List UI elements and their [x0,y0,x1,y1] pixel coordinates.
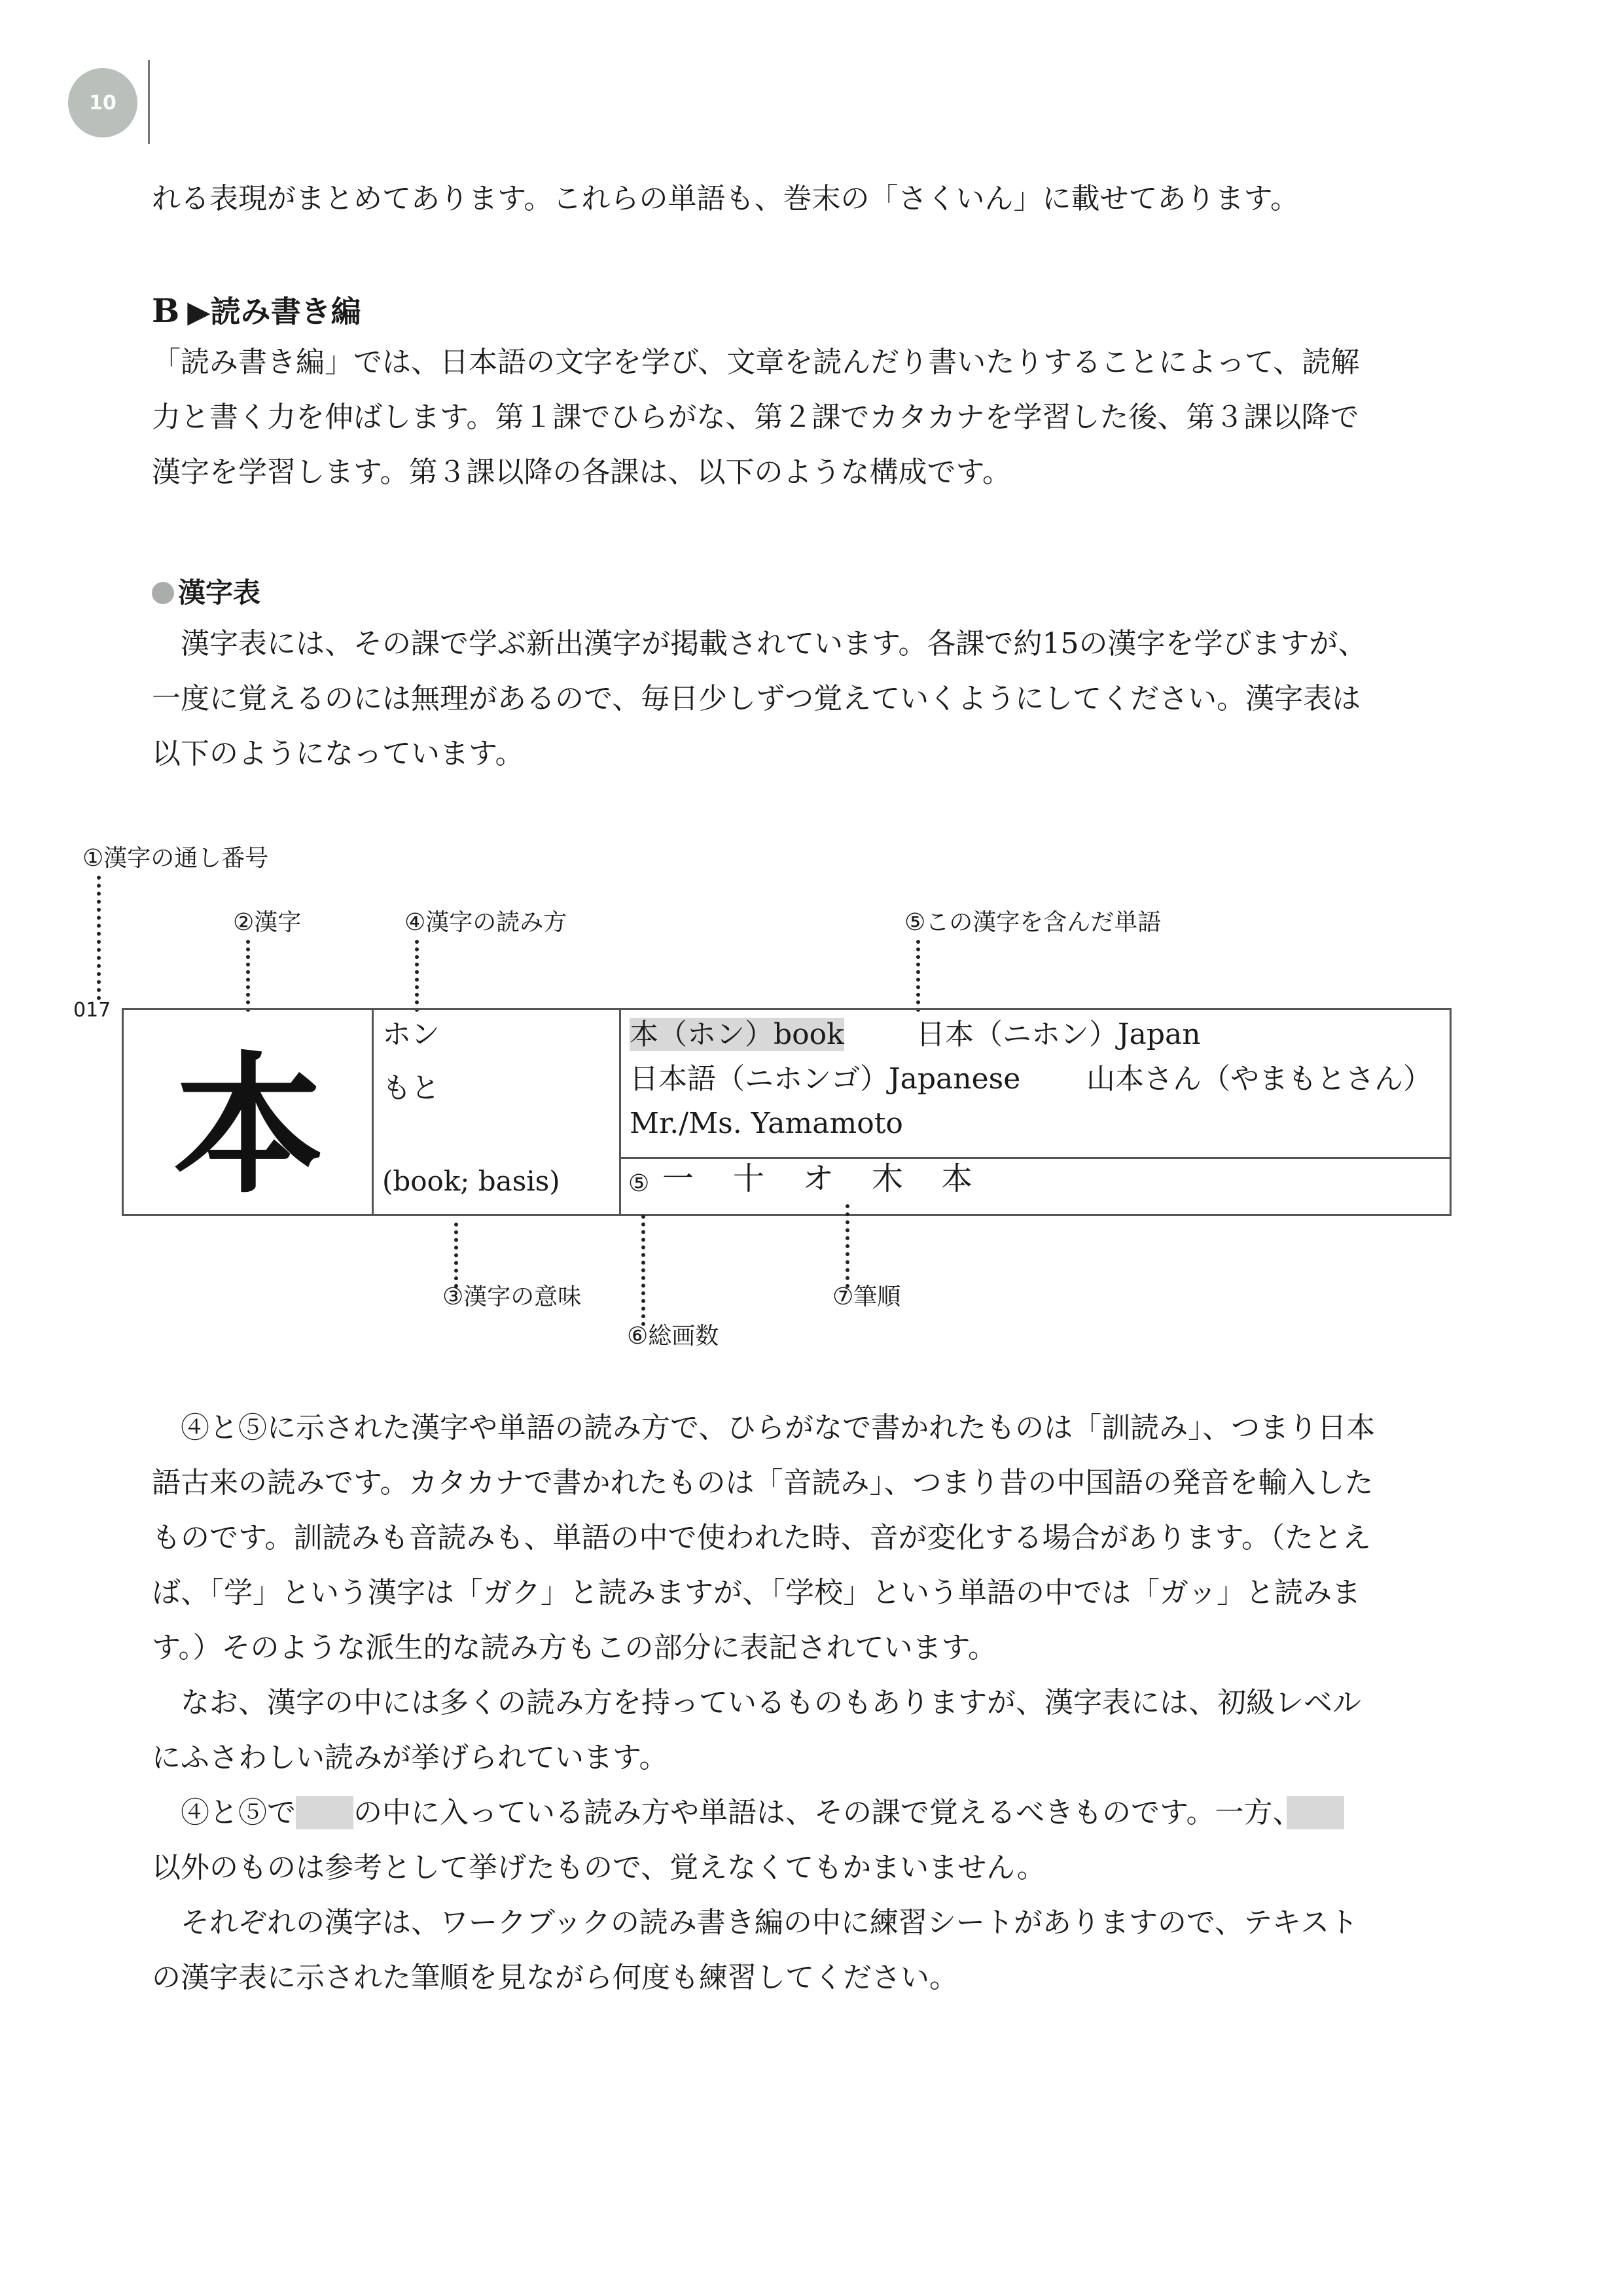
example-word: 日本（ニホン）Japan [916,1018,1201,1051]
page-number: 10 [89,91,116,115]
kanji-meaning: (book; basis) [382,1165,560,1197]
highlight-swatch [296,1796,353,1829]
highlight-swatch [1287,1796,1344,1829]
bullet-circle-icon [152,582,174,604]
body-line: 語古来の読みです。カタカナで書かれたものは「音読み」、つまり昔の中国語の発音を輸入した [152,1466,1374,1499]
pointer-readings [415,940,419,1012]
subsection-paragraph-line: 以下のようになっています。 [152,737,524,770]
pointer-meaning [454,1223,458,1288]
kanji-character: 本 [173,1039,324,1214]
stroke-order-step: 一 [662,1160,694,1197]
label-kanji: ②漢字 [233,909,302,936]
body-line: ば、「学」という漢字は「ガク」と読みますが、「学校」という単語の中では「ガッ」と読みま [152,1576,1361,1609]
label-stroke-order: ⑦筆順 [832,1283,901,1310]
reading-on: ホン [382,1018,440,1051]
body-line: す。）そのような派生的な読み方もこの部分に表記されています。 [152,1631,997,1664]
stroke-count: ⑤ [628,1170,650,1197]
body-line: ④と⑤に示された漢字や単語の読み方で、ひらがなで書かれたものは「訓読み」、つまり日本 [181,1411,1376,1444]
reading-kun: もと [382,1071,440,1105]
label-serial-number: ①漢字の通し番号 [82,845,269,872]
column-divider [619,1008,621,1216]
subsection-paragraph-line: 一度に覚えるのには無理があるので、毎日少しずつ覚えていくようにしてください。漢字表は [152,682,1361,715]
section-arrow-icon: ▶ [187,294,211,329]
stroke-order-step: 木 [872,1160,904,1197]
body-line: なお、漢字の中には多くの読み方を持っているものもありますが、漢字表には、初級レベル [181,1686,1361,1719]
stroke-order-step: 本 [941,1160,973,1197]
pointer-kanji [246,940,250,1012]
pointer-words [916,940,920,1012]
section-title: 読み書き編 [210,294,361,329]
example-word: Mr./Ms. Yamamoto [630,1107,903,1140]
body-fragment: ④と⑤で [181,1796,296,1829]
body-line: にふさわしい読みが挙げられています。 [152,1741,668,1774]
body-line: の漢字表に示された筆順を見ながら何度も練習してください。 [152,1961,958,1994]
example-word-required: 本（ホン）book [630,1018,844,1051]
stroke-order-step: 十 [733,1160,765,1197]
body-line: ものです。訓読みも音読みも、単語の中で使われた時、音が変化する場合があります。（たとえ [152,1521,1371,1554]
header-divider [148,60,150,144]
stroke-order-step: オ [802,1160,834,1197]
intro-line: れる表現がまとめてあります。これらの単語も、巻末の「さくいん」に載せてあります。 [152,182,1299,215]
label-words: ⑤この漢字を含んだ単語 [904,909,1162,936]
section-paragraph-line: 漢字を学習します。第３課以降の各課は、以下のような構成です。 [152,456,1011,489]
subsection-title: 漢字表 [178,577,261,609]
section-heading [152,291,361,331]
subsection-paragraph-line: 漢字表には、その課で学ぶ新出漢字が掲載されています。各課で約15の漢字を学びますが、 [181,627,1367,660]
label-meaning: ③漢字の意味 [442,1283,582,1310]
subsection-heading [152,573,260,613]
example-word [630,1013,844,1056]
body-line: 以外のものは参考として挙げたもので、覚えなくてもかまいません。 [152,1851,1046,1884]
page-number-badge [68,68,137,137]
body-line [181,1785,1496,1840]
example-word: 日本語（ニホンゴ）Japanese [630,1062,1021,1096]
pointer-stroke-count [641,1215,645,1326]
section-letter: B [152,291,180,330]
pointer-serial [97,876,101,1000]
section-paragraph-line: 力と書く力を伸ばします。第１課でひらがな、第２課でカタカナを学習した後、第３課以降で [152,401,1359,434]
section-paragraph-line: 「読み書き編」では、日本語の文字を学び、文章を読んだり書いたりすることによって、読解 [152,346,1360,379]
example-word: 山本さん（やまもとさん） [1086,1062,1432,1096]
label-readings: ④漢字の読み方 [404,909,567,936]
body-line: それぞれの漢字は、ワークブックの読み書き編の中に練習シートがありますので、テキスト [181,1906,1359,1939]
pointer-stroke-order [846,1204,849,1288]
kanji-serial-number: 017 [73,999,111,1022]
label-stroke-count: ⑥総画数 [627,1323,719,1350]
body-fragment: の中に入っている読み方や単語は、その課で覚えるべきものです。一方、 [353,1796,1287,1829]
